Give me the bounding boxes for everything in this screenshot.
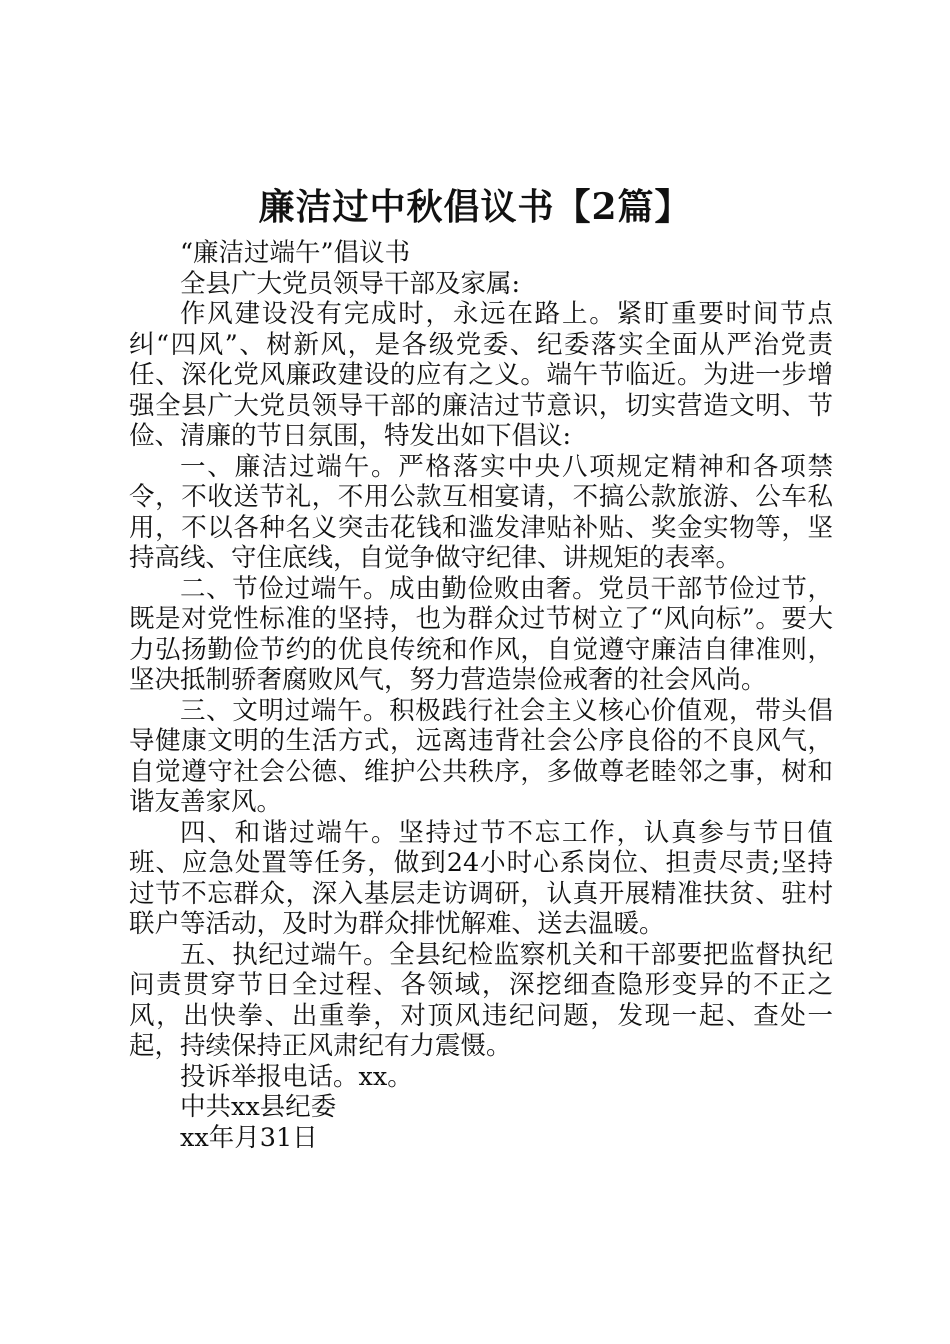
proposal-paragraph-2: 二、节俭过端午。成由勤俭败由奢。党员干部节俭过节，既是对党性标准的坚持，也为群众过节树立了“风向标”。要大力弘扬勤俭节约的优良传统和作风，自觉遵守廉洁自律准则，坚决抵制骄奢腐败风气，努力营造崇俭戒奢的社会风尚。 <box>129 573 833 695</box>
proposal-paragraph-1: 一、廉洁过端午。严格落实中央八项规定精神和各项禁令，不收送节礼，不用公款互相宴请，不搞公款旅游、公车私用，不以各种名义突击花钱和滥发津贴补贴、奖金实物等，坚持高线、守住底线，自觉争做守纪律、讲规矩的表率。 <box>129 451 833 573</box>
document-title: 廉洁过中秋倡议书【2篇】 <box>258 186 692 228</box>
hotline-line: 投诉举报电话。xx。 <box>180 1061 413 1092</box>
salutation: 全县广大党员领导干部及家属: <box>180 268 521 299</box>
letter-heading: “廉洁过端午”倡议书 <box>180 238 411 268</box>
signature-date: xx年月31日 <box>180 1122 318 1153</box>
signature-organization: 中共xx县纪委 <box>180 1092 337 1122</box>
proposal-paragraph-5: 五、执纪过端午。全县纪检监察机关和干部要把监督执纪问责贯穿节日全过程、各领域，深挖细查隐形变异的不正之风，出快拳、出重拳，对顶风违纪问题，发现一起、查处一起，持续保持正风肃纪有力震慑。 <box>129 939 833 1061</box>
intro-paragraph: 作风建设没有完成时，永远在路上。紧盯重要时间节点纠“四风”、树新风，是各级党委、纪委落实全面从严治党责任、深化党风廉政建设的应有之义。端午节临近。为进一步增强全县广大党员领导干部的廉洁过节意识，切实营造文明、节俭、清廉的节日氛围，特发出如下倡议: <box>129 299 833 451</box>
proposal-paragraph-4: 四、和谐过端午。坚持过节不忘工作，认真参与节日值班、应急处置等任务，做到24小时心系岗位、担责尽责;坚持过节不忘群众，深入基层走访调研，认真开展精准扶贫、驻村联户等活动，及时为群众排忧解难、送去温暖。 <box>129 817 833 939</box>
proposal-paragraph-3: 三、文明过端午。积极践行社会主义核心价值观，带头倡导健康文明的生活方式，远离违背社会公序良俗的不良风气，自觉遵守社会公德、维护公共秩序，多做尊老睦邻之事，树和谐友善家风。 <box>129 695 833 817</box>
document-body <box>129 238 833 1153</box>
